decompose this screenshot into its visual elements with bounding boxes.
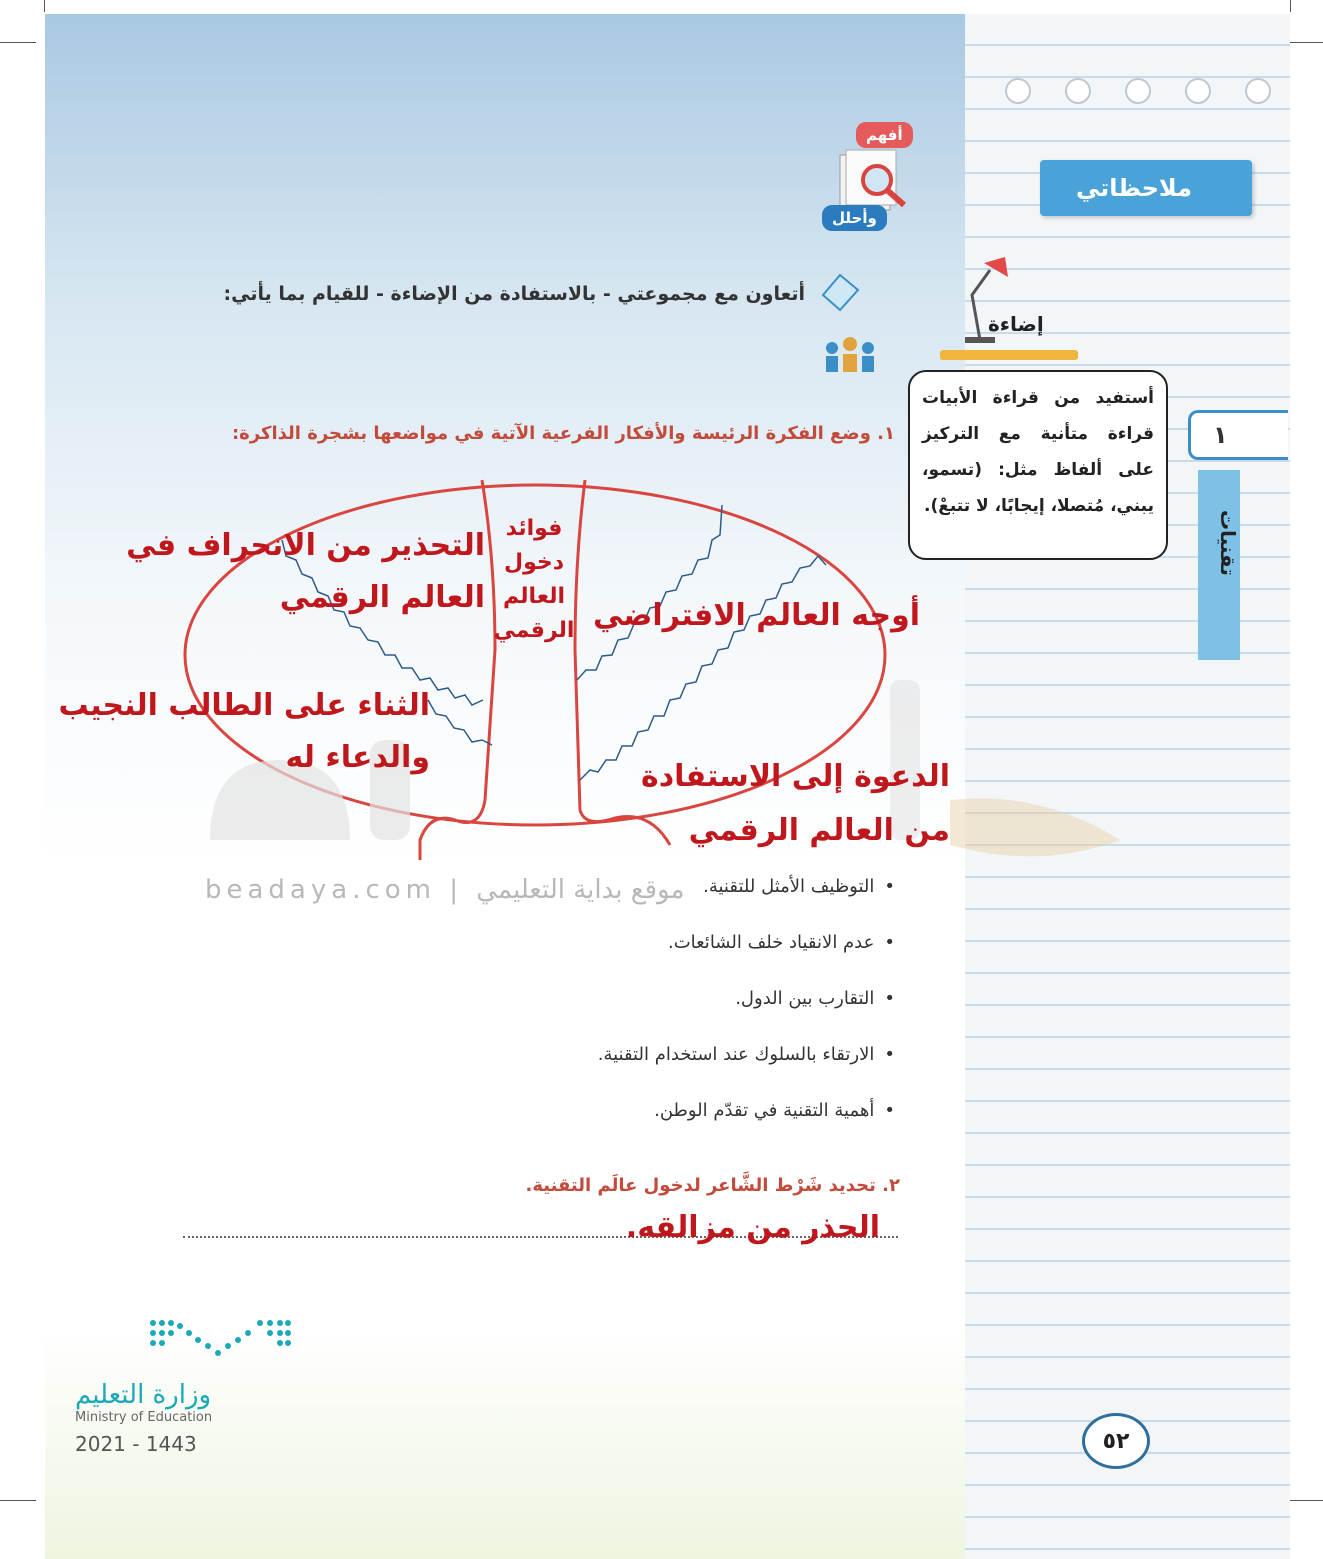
answer-left-bottom: الثناء على الطالب النجيب والدعاء له <box>58 688 430 775</box>
unit-number: ١ <box>1188 410 1288 460</box>
ministry-logo <box>148 1318 293 1363</box>
idaa-label: إضاءة <box>988 312 1044 336</box>
page-number: ٥٢ <box>1082 1413 1150 1469</box>
list-item: • التوظيف الأمثل للتقنية. <box>420 874 895 930</box>
question-2: ٢. تحديد شَرْط الشَّاعر لدخول عالَم التقنية. <box>525 1175 900 1196</box>
ministry-year: 2021 - 1443 <box>75 1432 197 1456</box>
list-item: • التقارب بين الدول. <box>420 986 895 1042</box>
list-item: • عدم الانقياد خلف الشائعات. <box>420 930 895 986</box>
answer-right-top: أوجه العالم الافتراضي <box>593 598 920 633</box>
question-1: ١. وضع الفكرة الرئيسة والأفكار الفرعية الآتية في مواضعها بشجرة الذاكرة: <box>231 423 895 444</box>
ministry-name-ar: وزارة التعليم <box>75 1380 212 1410</box>
answer-left-top: التحذير من الانحراف في العالم الرقمي <box>126 528 485 615</box>
ministry-name-en: Ministry of Education <box>75 1410 213 1425</box>
instruction-text: أتعاون مع مجموعتي - بالاستفادة من الإضاءة - للقيام بما يأتي: <box>223 283 805 305</box>
bullet-list <box>420 874 895 1154</box>
idaa-box: أستفيد من قراءة الأبيات قراءة متأنية مع التركيز على ألفاظ مثل: (تسمو، يبني، مُتصلا، إيجابًا، لا تتبعْ). <box>908 370 1168 560</box>
list-item: • الارتقاء بالسلوك عند استخدام التقنية. <box>420 1042 895 1098</box>
unit-title: تقنيات <box>1216 510 1240 576</box>
notes-title: ملاحظاتي <box>1040 160 1252 216</box>
answer-2: الحذر من مزالقه. <box>625 1210 880 1245</box>
list-item: • أهمية التقنية في تقدّم الوطن. <box>420 1098 895 1154</box>
answer-trunk: فوائد دخول العالم الرقمي <box>493 516 575 643</box>
answer-right-bottom: الدعوة إلى الاستفادة من العالم الرقمي <box>640 759 950 848</box>
watermark-text: beadaya.com | موقع بداية التعليمي <box>205 875 685 905</box>
ahallil-tag: وأحلل <box>822 205 887 231</box>
afham-tag: أفهم <box>856 122 913 148</box>
